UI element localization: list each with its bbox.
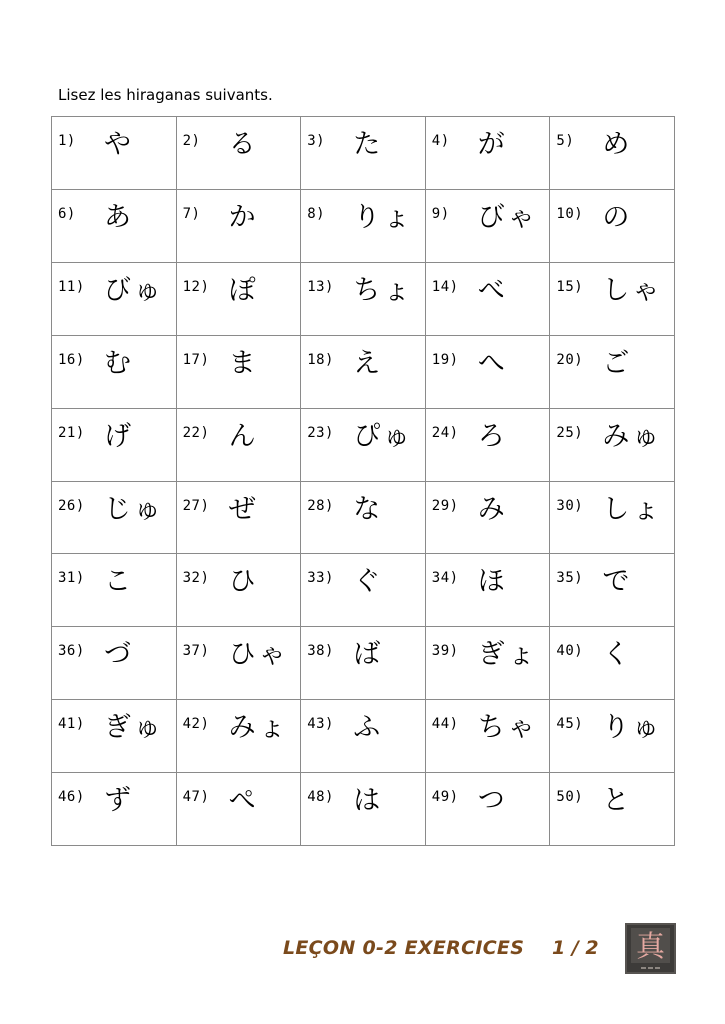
exercise-kana: あ bbox=[104, 201, 134, 233]
exercise-cell bbox=[550, 554, 675, 627]
exercise-table bbox=[51, 116, 675, 846]
exercise-number: 9) bbox=[431, 205, 450, 222]
exercise-kana: こ bbox=[104, 566, 134, 598]
exercise-number: 16) bbox=[58, 351, 85, 368]
exercise-cell bbox=[177, 336, 302, 409]
exercise-number: 23) bbox=[307, 424, 334, 441]
exercise-kana: ぺ bbox=[228, 785, 259, 817]
footer-page-number: 1 / 2 bbox=[552, 937, 599, 959]
exercise-kana: りゅ bbox=[602, 712, 663, 744]
exercise-number: 32) bbox=[182, 570, 210, 587]
exercise-number: 20) bbox=[556, 351, 584, 368]
exercise-kana: る bbox=[228, 129, 259, 160]
exercise-number: 33) bbox=[307, 570, 334, 587]
exercise-number: 22) bbox=[182, 424, 210, 441]
exercise-number: 34) bbox=[431, 570, 459, 587]
exercise-kana: が bbox=[477, 129, 508, 160]
footer-lesson-title: LEÇON 0-2 EXERCICES bbox=[283, 937, 525, 959]
exercise-cell bbox=[550, 117, 675, 190]
exercise-number: 13) bbox=[307, 278, 334, 295]
exercise-cell bbox=[177, 700, 302, 773]
exercise-cell bbox=[301, 554, 426, 627]
exercise-cell bbox=[177, 482, 302, 555]
exercise-cell bbox=[52, 773, 177, 846]
exercise-cell bbox=[301, 773, 426, 846]
exercise-number: 6) bbox=[58, 205, 76, 222]
exercise-cell bbox=[426, 263, 551, 336]
exercise-cell bbox=[177, 627, 302, 700]
exercise-kana: や bbox=[104, 129, 134, 160]
exercise-kana: く bbox=[602, 639, 633, 671]
exercise-number: 10) bbox=[556, 205, 584, 222]
exercise-cell bbox=[301, 263, 426, 336]
logo-panel bbox=[631, 928, 670, 963]
exercise-kana: しょ bbox=[602, 493, 663, 525]
exercise-cell bbox=[550, 190, 675, 263]
exercise-number: 15) bbox=[556, 278, 584, 295]
exercise-number: 44) bbox=[431, 716, 459, 733]
exercise-cell bbox=[52, 482, 177, 555]
exercise-kana: つ bbox=[477, 785, 508, 817]
exercise-kana: ひゃ bbox=[228, 639, 289, 671]
exercise-number: 46) bbox=[58, 789, 85, 806]
exercise-kana: びゅ bbox=[104, 274, 164, 306]
exercise-kana: ぽ bbox=[228, 274, 259, 306]
exercise-number: 3) bbox=[307, 133, 326, 149]
exercise-kana: ば bbox=[353, 639, 384, 671]
exercise-number: 1) bbox=[58, 133, 76, 149]
exercise-kana: は bbox=[353, 785, 384, 817]
exercise-cell bbox=[426, 190, 551, 263]
exercise-number: 38) bbox=[307, 643, 334, 660]
exercise-number: 14) bbox=[431, 278, 459, 295]
exercise-number: 49) bbox=[431, 789, 459, 806]
exercise-kana: みょ bbox=[228, 712, 289, 744]
exercise-kana: げ bbox=[104, 420, 134, 452]
exercise-number: 31) bbox=[58, 570, 85, 587]
exercise-cell bbox=[426, 409, 551, 482]
exercise-kana: ほ bbox=[477, 566, 508, 598]
exercise-cell bbox=[301, 627, 426, 700]
exercise-cell bbox=[426, 554, 551, 627]
exercise-kana: ぎょ bbox=[477, 639, 538, 671]
exercise-number: 12) bbox=[182, 278, 210, 295]
exercise-cell bbox=[52, 263, 177, 336]
exercise-cell bbox=[301, 336, 426, 409]
exercise-cell bbox=[426, 700, 551, 773]
exercise-kana: へ bbox=[477, 347, 508, 379]
exercise-kana: な bbox=[353, 493, 384, 525]
exercise-cell bbox=[301, 190, 426, 263]
exercise-cell bbox=[301, 409, 426, 482]
exercise-cell bbox=[52, 190, 177, 263]
exercise-cell bbox=[301, 117, 426, 190]
exercise-number: 41) bbox=[58, 716, 85, 733]
exercise-kana: ぎゅ bbox=[104, 712, 164, 744]
exercise-kana: りょ bbox=[353, 201, 414, 233]
exercise-cell bbox=[52, 700, 177, 773]
exercise-kana: じゅ bbox=[104, 493, 164, 525]
exercise-cell bbox=[550, 263, 675, 336]
exercise-kana: み bbox=[477, 493, 508, 525]
exercise-kana: ふ bbox=[353, 712, 384, 744]
exercise-kana: ちょ bbox=[353, 274, 414, 306]
exercise-kana: め bbox=[602, 129, 633, 160]
exercise-cell bbox=[301, 700, 426, 773]
exercise-cell bbox=[177, 263, 302, 336]
exercise-kana: と bbox=[602, 785, 633, 817]
exercise-cell bbox=[52, 409, 177, 482]
exercise-number: 40) bbox=[556, 643, 584, 660]
exercise-number: 11) bbox=[58, 278, 85, 295]
exercise-cell bbox=[426, 773, 551, 846]
exercise-cell bbox=[52, 336, 177, 409]
exercise-cell bbox=[550, 627, 675, 700]
exercise-number: 27) bbox=[182, 497, 210, 514]
exercise-cell bbox=[52, 627, 177, 700]
exercise-cell bbox=[426, 336, 551, 409]
exercise-cell bbox=[550, 409, 675, 482]
exercise-number: 48) bbox=[307, 789, 334, 806]
exercise-kana: ひ bbox=[228, 566, 259, 598]
exercise-kana: ぴゅ bbox=[353, 420, 414, 452]
exercise-cell bbox=[177, 117, 302, 190]
exercise-number: 7) bbox=[182, 205, 201, 222]
exercise-cell bbox=[550, 336, 675, 409]
exercise-number: 8) bbox=[307, 205, 326, 222]
exercise-kana: え bbox=[353, 347, 384, 379]
exercise-number: 4) bbox=[431, 133, 450, 149]
exercise-number: 36) bbox=[58, 643, 85, 660]
exercise-kana: びゃ bbox=[477, 201, 538, 233]
exercise-kana: た bbox=[353, 129, 384, 160]
exercise-kana: む bbox=[104, 347, 134, 379]
exercise-cell bbox=[550, 482, 675, 555]
exercise-kana: しゃ bbox=[602, 274, 663, 306]
exercise-cell bbox=[301, 482, 426, 555]
exercise-cell bbox=[177, 190, 302, 263]
exercise-number: 25) bbox=[556, 424, 584, 441]
exercise-kana: ぐ bbox=[353, 566, 384, 598]
exercise-cell bbox=[426, 482, 551, 555]
exercise-number: 2) bbox=[182, 133, 201, 149]
exercise-cell bbox=[550, 773, 675, 846]
exercise-cell bbox=[177, 554, 302, 627]
exercise-number: 18) bbox=[307, 351, 334, 368]
exercise-kana: で bbox=[602, 566, 633, 598]
exercise-number: 50) bbox=[556, 789, 584, 806]
exercise-number: 42) bbox=[182, 716, 210, 733]
exercise-kana: ん bbox=[228, 420, 259, 452]
exercise-kana: か bbox=[228, 201, 259, 233]
exercise-number: 28) bbox=[307, 497, 334, 514]
exercise-cell bbox=[177, 409, 302, 482]
logo-caption-mark bbox=[627, 967, 674, 970]
exercise-kana: ぜ bbox=[228, 493, 259, 525]
exercise-number: 5) bbox=[556, 133, 575, 149]
exercise-number: 17) bbox=[182, 351, 210, 368]
exercise-number: 24) bbox=[431, 424, 459, 441]
exercise-kana: みゅ bbox=[602, 420, 663, 452]
exercise-cell bbox=[426, 117, 551, 190]
exercise-kana: ま bbox=[228, 347, 259, 379]
exercise-kana: ご bbox=[602, 347, 633, 379]
exercise-cell bbox=[426, 627, 551, 700]
exercise-number: 35) bbox=[556, 570, 584, 587]
exercise-cell bbox=[550, 700, 675, 773]
exercise-number: 47) bbox=[182, 789, 210, 806]
exercise-number: 45) bbox=[556, 716, 584, 733]
exercise-number: 39) bbox=[431, 643, 459, 660]
exercise-number: 29) bbox=[431, 497, 459, 514]
exercise-number: 43) bbox=[307, 716, 334, 733]
exercise-cell bbox=[52, 554, 177, 627]
exercise-kana: ちゃ bbox=[477, 712, 538, 744]
exercise-number: 21) bbox=[58, 424, 85, 441]
logo-glyph: 真 bbox=[635, 929, 665, 963]
exercise-cell bbox=[52, 117, 177, 190]
exercise-cell bbox=[177, 773, 302, 846]
exercise-number: 19) bbox=[431, 351, 459, 368]
exercise-kana: づ bbox=[104, 639, 134, 671]
logo bbox=[625, 923, 676, 974]
exercise-kana: べ bbox=[477, 274, 508, 306]
exercise-number: 37) bbox=[182, 643, 210, 660]
exercise-kana: ろ bbox=[477, 420, 508, 452]
instruction-text: Lisez les hiraganas suivants. bbox=[58, 86, 273, 104]
exercise-kana: の bbox=[602, 201, 633, 233]
exercise-number: 26) bbox=[58, 497, 85, 514]
exercise-number: 30) bbox=[556, 497, 584, 514]
exercise-kana: ず bbox=[104, 785, 134, 817]
